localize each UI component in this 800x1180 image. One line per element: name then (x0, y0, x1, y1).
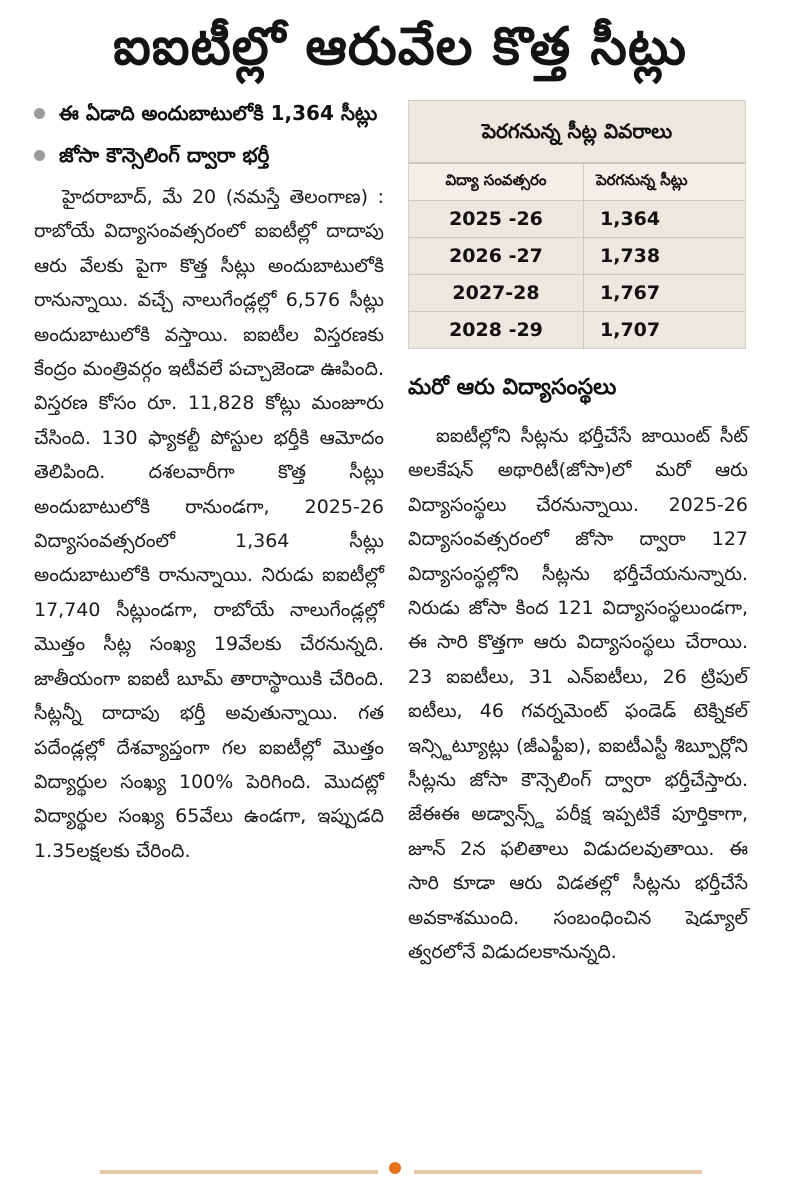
table-row (409, 312, 745, 349)
footer-dot-icon (389, 1162, 401, 1174)
cell-year: 2027-28 (409, 275, 584, 312)
table-header-row (409, 164, 745, 201)
bullet-text: జోసా కౌన్సెలింగ్ ద్వారా భర్తీ (59, 143, 270, 167)
headline: ఐఐటీల్లో ఆరువేల కొత్త సీట్లు (113, 17, 687, 77)
left-column (34, 96, 384, 868)
bullet-text: ఈ ఏడాది అందుబాటులోకి 1,364 సీట్లు (59, 101, 378, 125)
cell-seats: 1,767 (584, 275, 746, 312)
cell-year: 2028 -29 (409, 312, 584, 349)
cell-seats: 1,738 (584, 238, 746, 275)
table-title: పెరగనున్న సీట్ల వివరాలు (409, 101, 745, 163)
bullet-dot-icon (34, 150, 45, 161)
seat-table (409, 163, 745, 348)
cell-seats: 1,364 (584, 201, 746, 238)
article-body-right: ఐఐటీల్లోని సీట్లను భర్తీచేసే జాయింట్ సీట్ అలకేషన్ అథారిటీ(జోసా)లో మరో ఆరు విద్యాసంస్థలు చేరనున్నాయి. 2025-26 విద్యాసంవత్సరంలో జోసా ద్వారా 127 విద్యాసంస్థల్లోని సీట్లను భర్తీచేయనున్నారు. నిరుడు జోసా కింద 121 విద్యాసంస్థలుండగా, ఈ సారి కొత్తగా ఆరు విద్యాసంస్థలు చేరాయి. 23 ఐఐటీలు, 31 ఎన్ఐటీలు, 26 ట్రిపుల్ ఐటీలు, 46 గవర్నమెంట్ ఫండెడ్ టెక్నికల్ ఇన్స్టిట్యూట్లు (జీఎఫ్టీఐ), ఐఐటీఎస్టీ శిబ్పూర్లోని సీట్లను జోసా కౌన్సెలింగ్ ద్వారా భర్తీచేస్తారు. జేఈఈ అడ్వాన్స్డ్ పరీక్ష ఇప్పటికే పూర్తికాగా, జూన్ 2న ఫలితాలు విడుదలవుతాయి. ఈ సారి కూడా ఆరు విడతల్లో సీట్లను భర్తీచేసే అవకాశముంది. సంబంధించిన షెడ్యూల్ త్వరలోనే విడుదలకానున్నది. (408, 425, 748, 964)
table-row (409, 238, 745, 275)
bullet-dot-icon (34, 108, 45, 119)
table-row (409, 275, 745, 312)
header-seats: పెరగనున్న సీట్లు (584, 164, 746, 201)
subheading: మరో ఆరు విద్యాసంస్థలు (408, 375, 617, 400)
seat-details-table (408, 100, 746, 349)
cell-seats: 1,707 (584, 312, 746, 349)
bullet-item (34, 96, 384, 130)
cell-year: 2025 -26 (409, 201, 584, 238)
cell-year: 2026 -27 (409, 238, 584, 275)
right-column (408, 100, 748, 970)
article-body-left: హైదరాబాద్, మే 20 (నమస్తే తెలంగాణ) : రాబోయే విద్యాసంవత్సరంలో ఐఐటీల్లో దాదాపు ఆరు వేలకు పైగా కొత్త సీట్లు అందుబాటులోకి రానున్నాయి. వచ్చే నాలుగేండ్లల్లో 6,576 సీట్లు అందుబాటులోకి వస్తాయి. ఐఐటీల విస్తరణకు కేంద్రం మంత్రివర్గం ఇటీవలే పచ్చాజెండా ఊపింది. విస్తరణ కోసం రూ. 11,828 కోట్లు మంజూరు చేసింది. 130 ఫ్యాకల్టీ పోస్టుల భర్తీకి ఆమోదం తెలిపింది. దశలవారీగా కొత్త సీట్లు అందుబాటులోకి రానుండగా, 2025-26 విద్యాసంవత్సరంలో 1,364 సీట్లు అందుబాటులోకి రానున్నాయి. నిరుడు ఐఐటీల్లో 17,740 సీట్లుండగా, రాబోయే నాలుగేండ్లల్లో మొత్తం సీట్ల సంఖ్య 19వేలకు చేరనున్నది. జాతీయంగా ఐఐటీ బూమ్ తారాస్థాయికి చేరింది. సీట్లన్నీ దాదాపు భర్తీ అవుతున్నాయి. గత పదేండ్లల్లో దేశవ్యాప్తంగా గల ఐఐటీల్లో మొత్తం విద్యార్థుల సంఖ్య 100% పెరిగింది. మొదట్లో విద్యార్థుల సంఖ్య 65వేలు ఉండగా, ఇప్పుడది 1.35లక్షలకు చేరింది. (34, 186, 384, 862)
table-row (409, 201, 745, 238)
footer-divider (414, 1170, 702, 1174)
header-year: విద్యా సంవత్సరం (409, 164, 584, 201)
bullet-item (34, 138, 384, 172)
footer-divider (100, 1170, 378, 1174)
